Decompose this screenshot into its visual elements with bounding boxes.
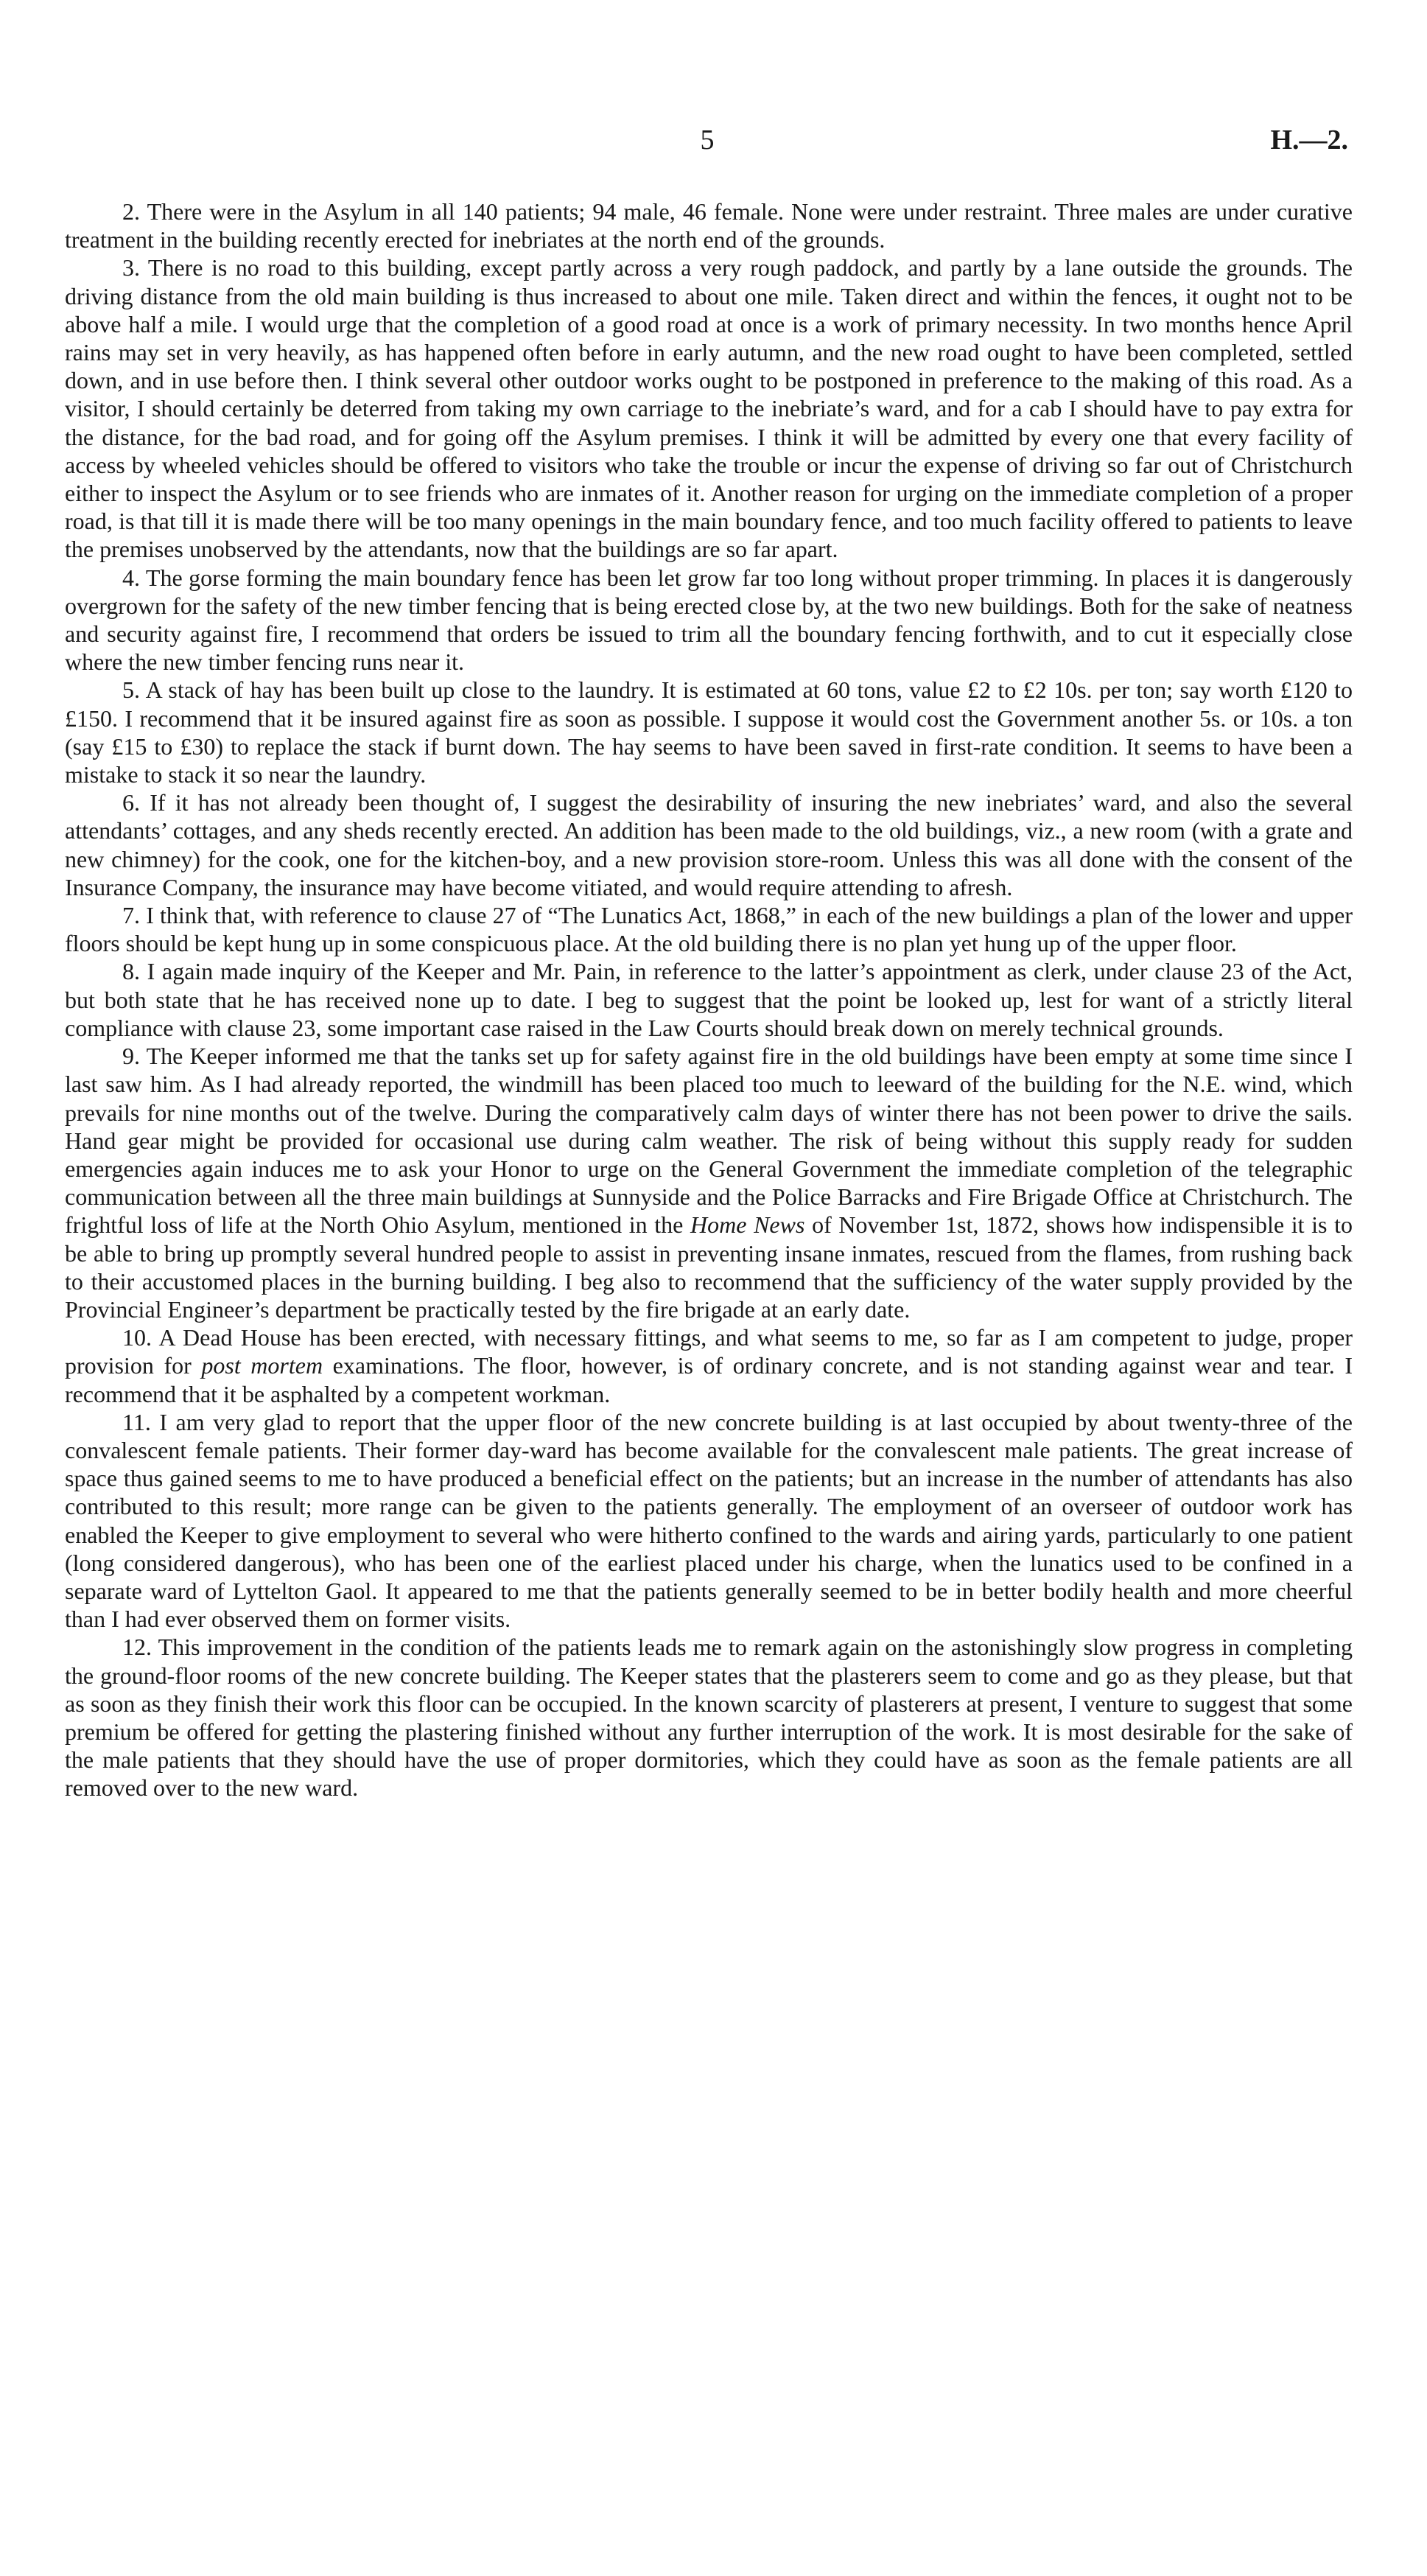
paragraph-text: This improvement in the condition of the patients leads me to remark again on the astonishingly slow progress in completing the ground-floor rooms of the new concrete building. The Keeper states that the plasterers seem to come and go as they please, but that as soon as they finish their work this floor can be occupied. In the known scarcity of plasterers at present, I venture to suggest that some premium be offered for getting the plastering finished without any further interruption of the work. It is most desirable for the sake of the male patients that they should have the use of proper dormitories, which they could have as soon as the female patients are all removed over to the new ward. xyxy=(65,1634,1353,1802)
paragraph-text: I again made inquiry of the Keeper and Mr. Pain, in reference to the latter’s appointment as clerk, under clause 23 of the Act, but both state that he has received none up to date. I beg to suggest that the point be looked up, lest for want of a strictly literal compliance with clause 23, some important case raised in the Law Courts should break down on merely technical grounds. xyxy=(65,958,1353,1041)
paragraph-number: 3. xyxy=(122,254,140,281)
paragraph-text: The Keeper informed me that the tanks set up for safety against fire in the old buildings have been empty at some time since I last saw him. As I had already reported, the windmill has been placed too much to leeward of the building for the N.E. wind, which prevails for nine months out of the twelve. During the comparatively calm days of winter there has not been power to drive the sails. Hand gear might be provided for occasional use during calm weather. The risk of being without this supply ready for sudden emergencies again induces me to ask your Honor to urge on the General Government the immediate completion of the telegraphic communication between all the three main buildings at Sunnyside and the Police Barracks and Fire Brigade Office at Christchurch. The frightful loss of life at the North Ohio Asylum, mentioned in the xyxy=(65,1043,1353,1239)
paragraph-number: 11. xyxy=(122,1408,151,1435)
paragraph-text: examinations. The floor, however, is of ordinary concrete, and is not standing against wear and tear. I recommend that it be asphalted by a competent workman. xyxy=(65,1352,1353,1407)
paragraph-3 xyxy=(65,253,1353,563)
paragraph-text: I am very glad to report that the upper floor of the new concrete building is at last occupied by about twenty-three of the convalescent female patients. Their former day-ward has become available for the convalescent male patients. The great increase of space thus gained seems to me to have produced a beneficial effect on the patients; but an increase in the number of attendants has also contributed to this result; more range can be given to the patients generally. The employment of an overseer of outdoor work has enabled the Keeper to give employment to several who were hitherto confined to the wards and airing yards, particularly to one patient (long considered dangerous), who has been one of the earliest placed under his charge, when the lunatics used to be confined in a separate ward of Lyttelton Gaol. It appeared to me that the patients generally seemed to be in better bodily health and more cheerful than I had ever observed them on former visits. xyxy=(65,1408,1353,1633)
paragraph-number: 4. xyxy=(122,564,140,591)
paragraph-4 xyxy=(65,564,1353,676)
paragraph-7 xyxy=(65,901,1353,957)
paragraph-text: A Dead House has been erected, with necessary fittings, and what seems to me, so far as I am competent to judge, proper provision for xyxy=(65,1324,1353,1379)
paragraph-11 xyxy=(65,1408,1353,1634)
paragraph-text: If it has not already been thought of, I suggest the desirability of insuring the new inebriates’ ward, and also the several attendants’ cottages, and any sheds recently erected. An addition has been made to the old buildings, viz., a new room (with a grate and new chimney) for the cook, one for the kitchen-boy, and a new provision store-room. Unless this was all done with the consent of the Insurance Company, the insurance may have become vitiated, and would require attending to afresh. xyxy=(65,789,1353,900)
paragraph-text: A stack of hay has been built up close to the laundry. It is estimated at 60 tons, value £2 to £2 10s. per ton; say worth £120 to £150. I recommend that it be insured against fire as soon as possible. I suppose it would cost the Government another 5s. or 10s. a ton (say £15 to £30) to replace the stack if burnt down. The hay seems to have been saved in first-rate condition. It seems to have been a mistake to stack it so near the laundry. xyxy=(65,676,1353,788)
paragraph-text: There were in the Asylum in all 140 patients; 94 male, 46 female. None were under restraint. Three males are under curative treatment in the building recently erected for inebriates at the north end of the grounds. xyxy=(65,198,1353,253)
paragraph-2 xyxy=(65,197,1353,253)
page-header xyxy=(66,124,1348,168)
paragraph-10 xyxy=(65,1323,1353,1408)
paragraph-number: 7. xyxy=(122,902,140,929)
paragraph-number: 10. xyxy=(122,1324,152,1351)
document-reference: H.—2. xyxy=(1270,125,1348,155)
paragraph-number: 6. xyxy=(122,789,140,816)
italic-title: Home News xyxy=(690,1211,805,1239)
paragraph-5 xyxy=(65,676,1353,788)
paragraph-9 xyxy=(65,1042,1353,1323)
paragraph-12 xyxy=(65,1633,1353,1802)
paragraph-number: 9. xyxy=(122,1043,140,1070)
paragraph-number: 8. xyxy=(122,958,140,985)
page-number: 5 xyxy=(700,125,715,155)
italic-title: post mortem xyxy=(201,1352,323,1379)
paragraph-text: There is no road to this building, except partly across a very rough paddock, and partly by a lane outside the grounds. The driving distance from the old main building is thus increased to about one mile. Taken direct and within the fences, it ought not to be above half a mile. I would urge that the completion of a good road at once is a work of primary necessity. In two months hence April rains may set in very heavily, as has happened often before in early autumn, and the new road ought to have been completed, settled down, and in use before then. I think several other outdoor works ought to be postponed in preference to the making of this road. As a visitor, I should certainly be deterred from taking my own carriage to the inebriate’s ward, and for a cab I should have to pay extra for the distance, for the bad road, and for going off the Asylum premises. I think it will be admitted by every one that every facility of access by wheeled vehicles should be offered to visitors who take the trouble or incur the expense of driving so far out of Christchurch either to inspect the Asylum or to see friends who are inmates of it. Another reason for urging on the immediate completion of a proper road, is that till it is made there will be too many openings in the main boundary fence, and too much facility offered to patients to leave the premises unobserved by the attendants, now that the buildings are so far apart. xyxy=(65,254,1353,563)
paragraph-number: 5. xyxy=(122,676,140,704)
paragraph-6 xyxy=(65,788,1353,901)
report-body xyxy=(65,197,1353,1802)
paragraph-text: The gorse forming the main boundary fence has been let grow far too long without proper trimming. In places it is dangerously overgrown for the safety of the new timber fencing that is being erected close by, at the two new buildings. Both for the sake of neatness and security against fire, I recommend that orders be issued to trim all the boundary fencing forthwith, and to cut it especially close where the new timber fencing runs near it. xyxy=(65,564,1353,676)
paragraph-text: I think that, with reference to clause 27 of “The Lunatics Act, 1868,” in each of the new buildings a plan of the lower and upper floors should be kept hung up in some conspicuous place. At the old building there is no plan yet hung up of the upper floor. xyxy=(65,902,1353,957)
paragraph-number: 2. xyxy=(122,198,140,225)
paragraph-text: of November 1st, 1872, shows how indispensible it is to be able to bring up promptly several hundred people to assist in preventing insane inmates, rescued from the flames, from rushing back to their accustomed places in the burning building. I beg also to recommend that the sufficiency of the water supply provided by the Provincial Engineer’s department be practically tested by the fire brigade at an early date. xyxy=(65,1211,1353,1323)
paragraph-number: 12. xyxy=(122,1634,152,1661)
paragraph-8 xyxy=(65,957,1353,1042)
